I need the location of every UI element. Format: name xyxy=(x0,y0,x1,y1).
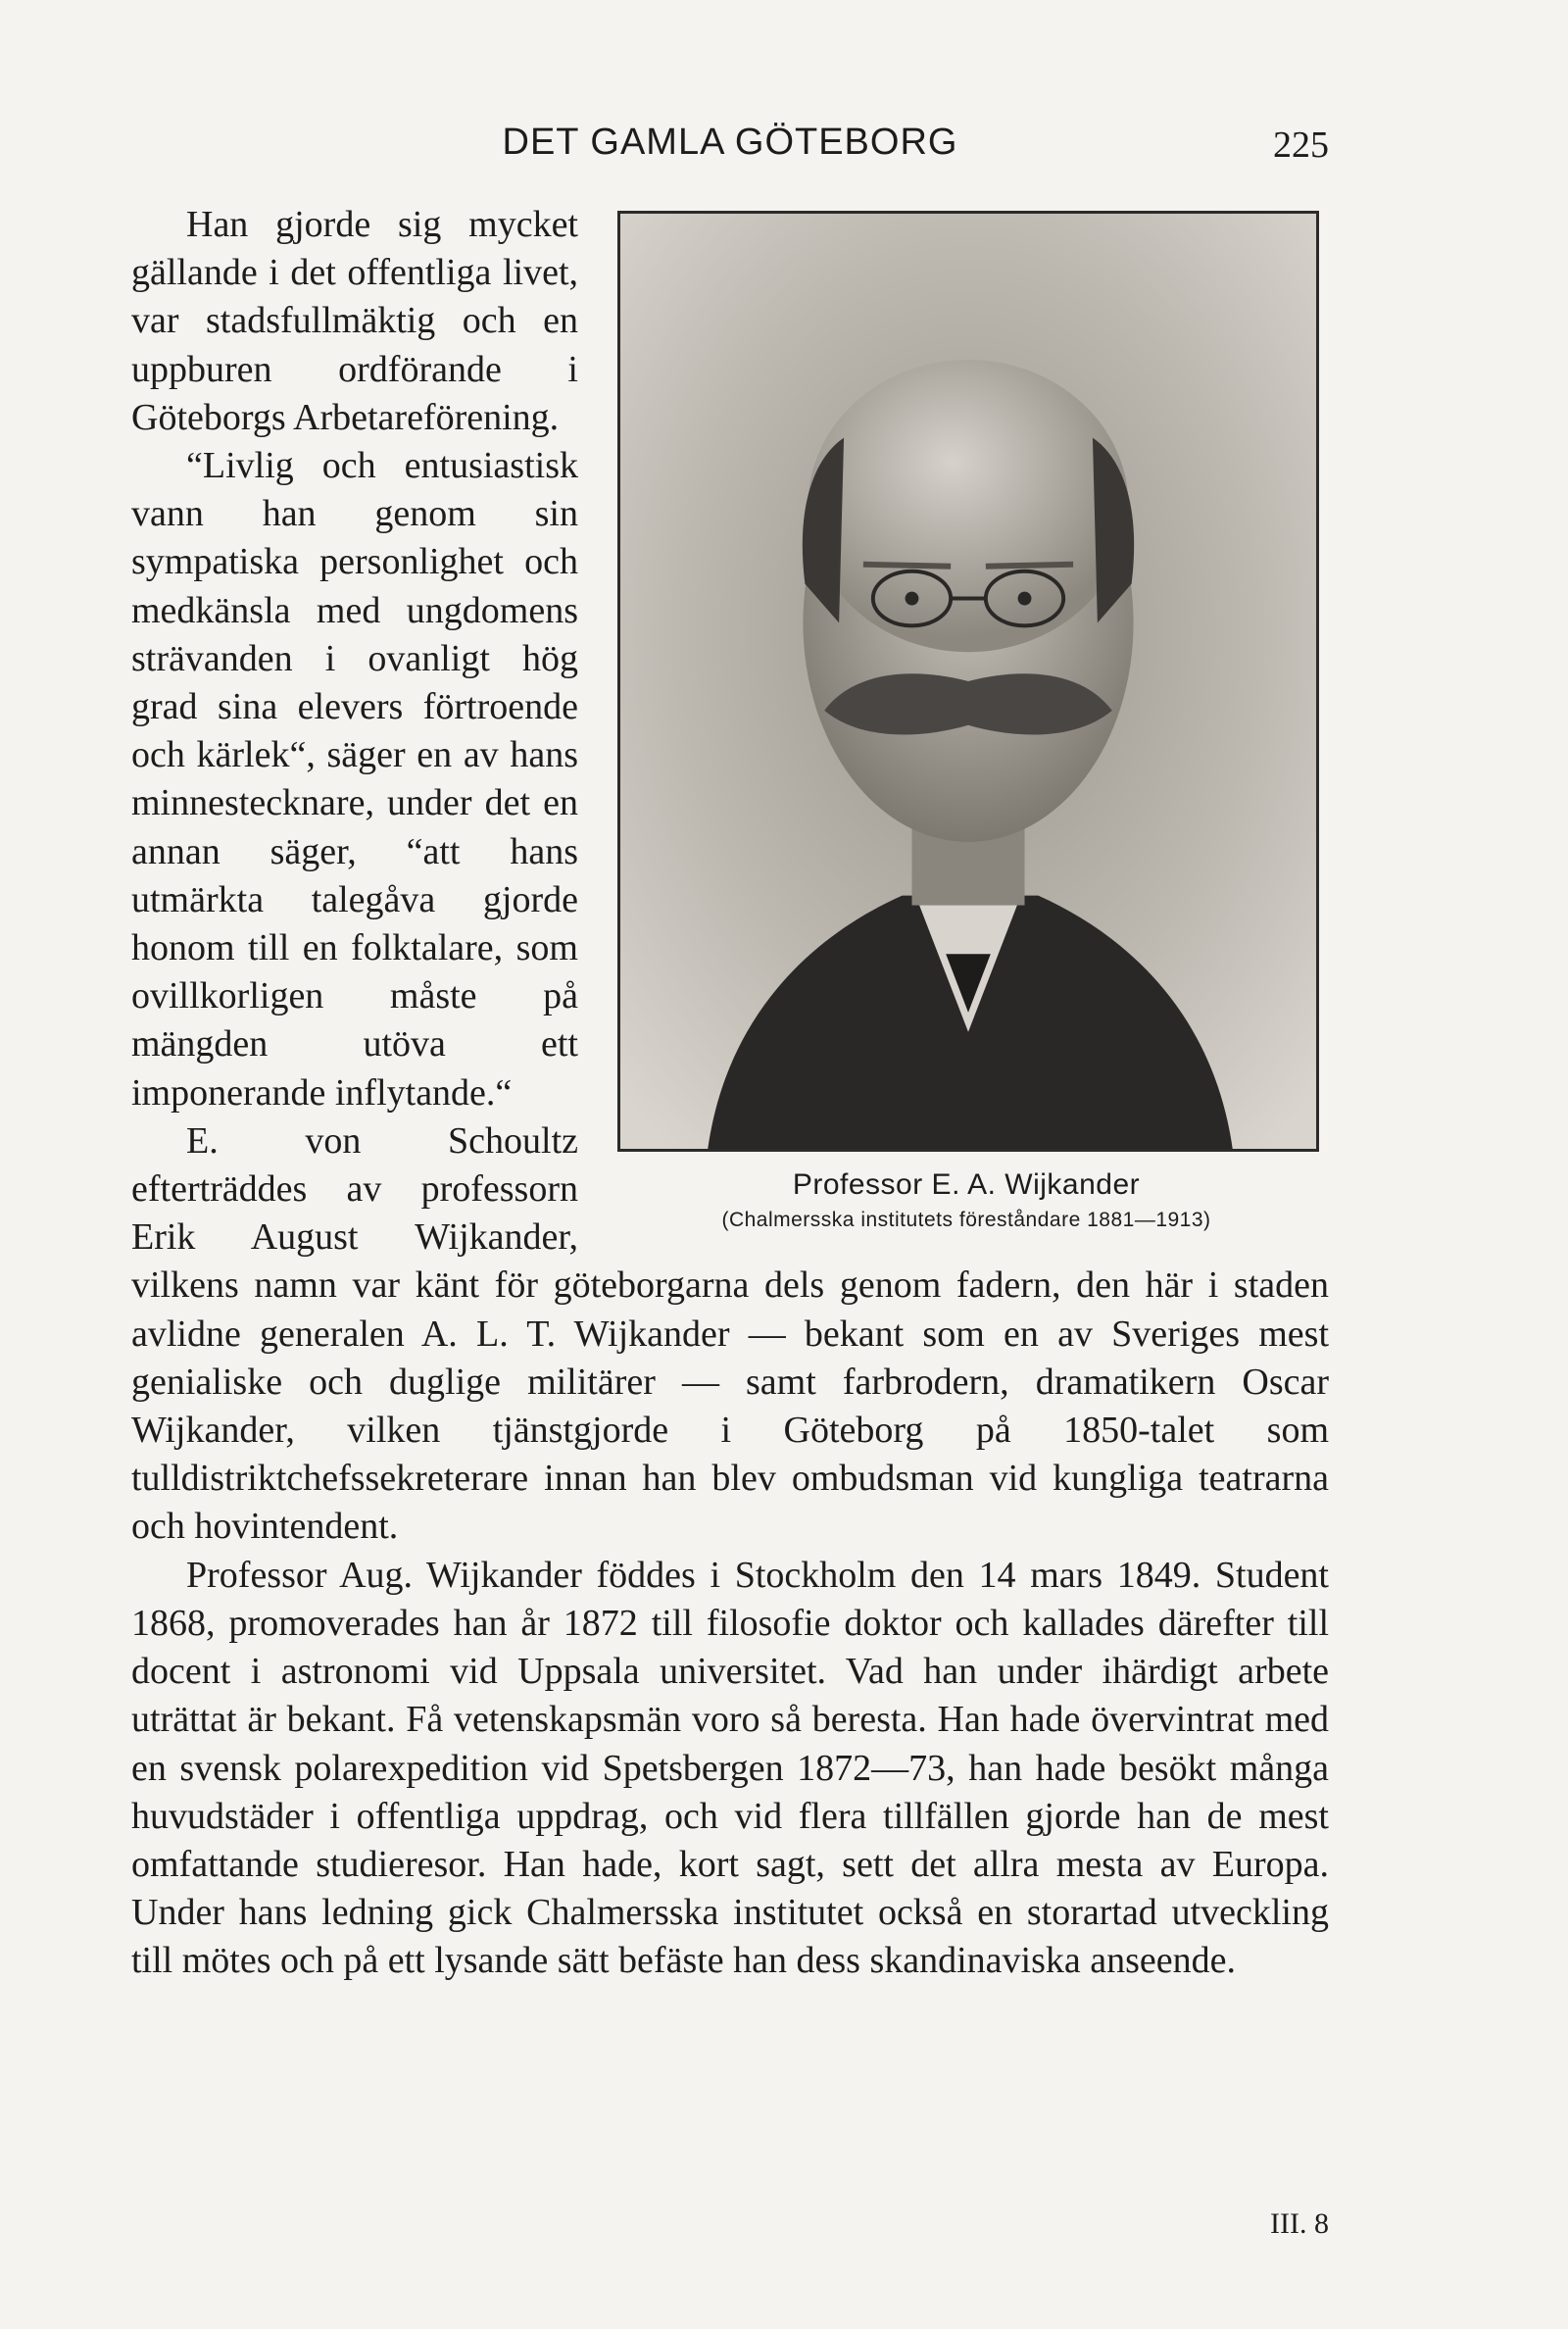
caption-subtitle: (Chalmersska institutets föreståndare 1881—1913) xyxy=(721,1209,1211,1231)
body-text xyxy=(131,201,1329,1986)
portrait-image xyxy=(620,214,1316,1149)
portrait-photo xyxy=(617,211,1319,1152)
paragraph-4: Professor Aug. Wijkander föddes i Stockholm den 14 mars 1849. Student 1868, promoverades han år 1872 till filosofie doktor och kallades därefter till docent i astronomi vid Uppsala universitet. Vad han under ihärdigt arbete uträttat är bekant. Få vetenskapsmän voro så beresta. Han hade övervintrat med en svensk polarexpedition vid Spetsbergen 1872—73, han hade besökt många huvudstäder i offentliga uppdrag, och vid flera tillfällen gjorde han de mest omfattande studieresor. Han hade, kort sagt, sett det allra mesta av Europa. Under hans ledning gick Chalmersska institutet också en storartad utveckling till mötes och på ett lysande sätt befäste han dess skandinaviska anseende. xyxy=(131,1554,1329,1982)
paragraph-3: E. von Schoultz efterträddes av professorn Erik August Wijkander, vilkens namn var känt för göteborgarna dels genom fadern, den här i staden avlidne generalen A. L. T. Wijkander — bekant som en av Sveriges mest genialiske och duglige militärer — samt farbrodern, dramatikern Oscar Wijkander, vilken tjänstgjorde i Göteborg på 1850-talet som tulldistriktchefssekreterare innan han blev ombudsman vid kungliga teatrarna och hovintendent. xyxy=(131,1119,1329,1548)
paragraph-2: “Livlig och entusiastisk vann han genom sin sympatiska personlighet och medkänsla med ungdomens strävanden i ovanligt hög grad sina elevers förtroende och kärlek“, säger en av hans minnestecknare, under det en annan säger, “att hans utmärkta talegåva gjorde honom till en folktalare, som ovillkorligen måste på mängden utöva ett imponerande inflytande.“ xyxy=(131,445,578,1114)
printer-signature: III. 8 xyxy=(1270,2207,1329,2240)
portrait-figure xyxy=(604,211,1329,1236)
page-header xyxy=(131,116,1329,174)
caption-title: Professor E. A. Wijkander xyxy=(792,1168,1141,1201)
page-number: 225 xyxy=(1273,124,1329,166)
paragraph-1: Han gjorde sig mycket gällande i det offentliga livet, var stadsfullmäktig och en uppburen ordförande i Göteborgs Arbetareförening. xyxy=(131,204,578,438)
running-title: DET GAMLA GÖTEBORG xyxy=(502,122,958,163)
